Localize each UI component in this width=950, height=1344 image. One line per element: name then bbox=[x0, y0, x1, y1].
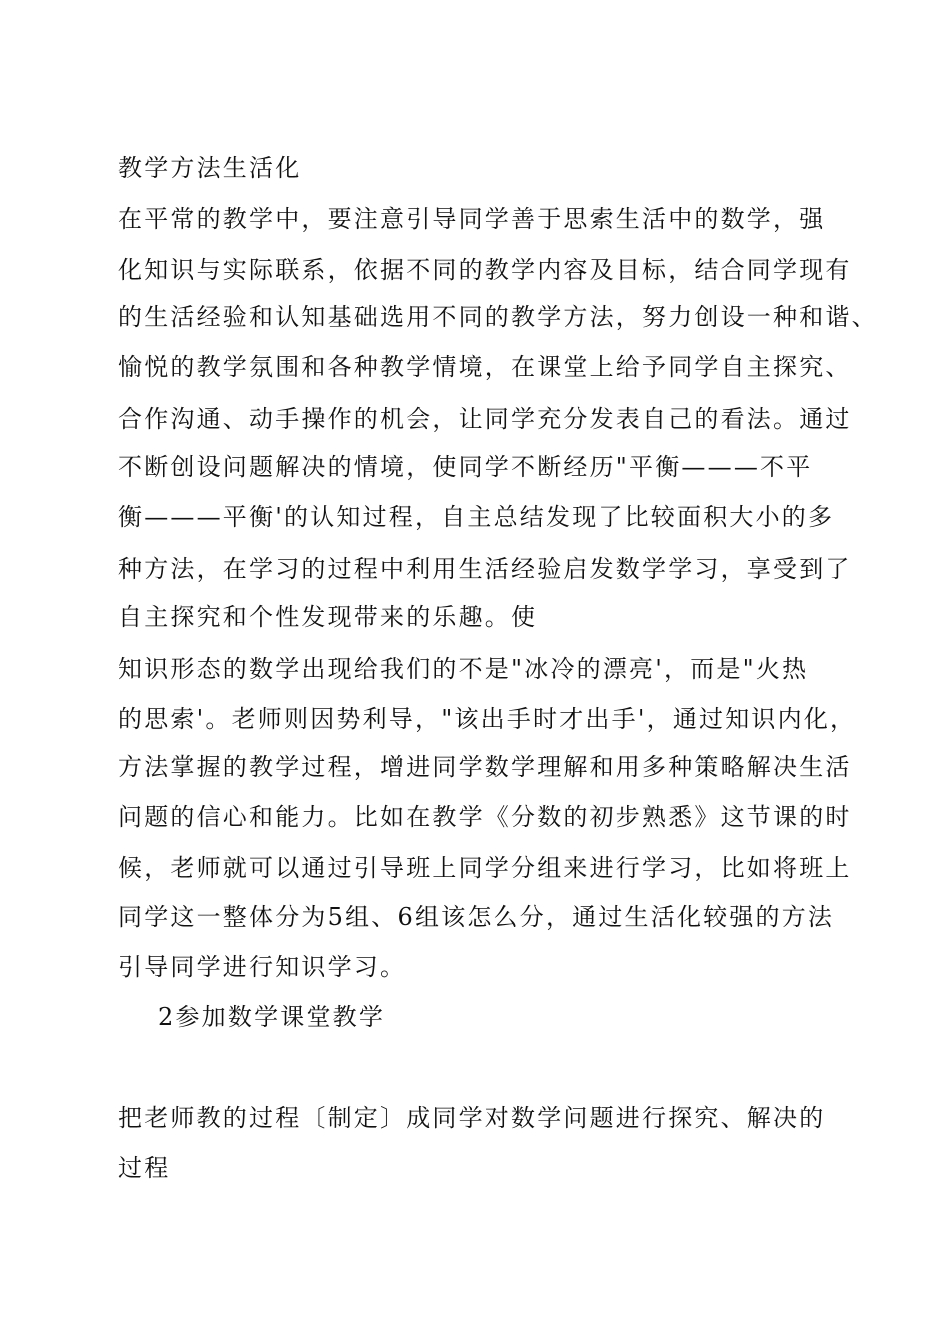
paragraph-line: 衡———平衡'的认知过程，自主总结发现了比较面积大小的多 bbox=[118, 503, 835, 531]
paragraph-line: 合作沟通、动手操作的机会，让同学充分发表自己的看法。通过 bbox=[118, 405, 852, 433]
paragraph-line: 过程 bbox=[118, 1154, 171, 1182]
paragraph-line: 问题的信心和能力。比如在教学《分数的初步熟悉》这节课的时 bbox=[118, 803, 852, 831]
paragraph-line: 自主探究和个性发现带来的乐趣。使 bbox=[118, 603, 538, 631]
paragraph-line: 种方法，在学习的过程中利用生活经验启发数学学习，享受到了 bbox=[118, 555, 852, 583]
paragraph-line: 候，老师就可以通过引导班上同学分组来进行学习，比如将班上 bbox=[118, 854, 852, 882]
section-heading: 教学方法生活化 bbox=[118, 154, 302, 182]
paragraph-line: 的思索'。老师则因势利导，"该出手时才出手'，通过知识内化， bbox=[118, 705, 857, 733]
paragraph-line: 同学这一整体分为5组、6组该怎么分，通过生活化较强的方法 bbox=[118, 903, 835, 931]
sub-heading: 2参加数学课堂教学 bbox=[158, 1003, 386, 1031]
paragraph-line: 方法掌握的教学过程，增进同学数学理解和用多种策略解决生活 bbox=[118, 753, 852, 781]
paragraph-line: 愉悦的教学氛围和各种教学情境，在课堂上给予同学自主探究、 bbox=[118, 353, 852, 381]
paragraph-line: 的生活经验和认知基础选用不同的教学方法，努力创设一种和谐、 bbox=[118, 303, 878, 331]
paragraph-line: 知识形态的数学出现给我们的不是"冰冷的漂亮'，而是"火热 bbox=[118, 655, 809, 683]
paragraph-line: 在平常的教学中，要注意引导同学善于思索生活中的数学，强 bbox=[118, 205, 826, 233]
paragraph-line: 引导同学进行知识学习。 bbox=[118, 953, 407, 981]
paragraph-line: 不断创设问题解决的情境，使同学不断经历"平衡———不平 bbox=[118, 453, 813, 481]
paragraph-line: 把老师教的过程〔制定〕成同学对数学问题进行探究、解决的 bbox=[118, 1104, 826, 1132]
paragraph-line: 化知识与实际联系，依据不同的教学内容及目标，结合同学现有 bbox=[118, 256, 852, 284]
